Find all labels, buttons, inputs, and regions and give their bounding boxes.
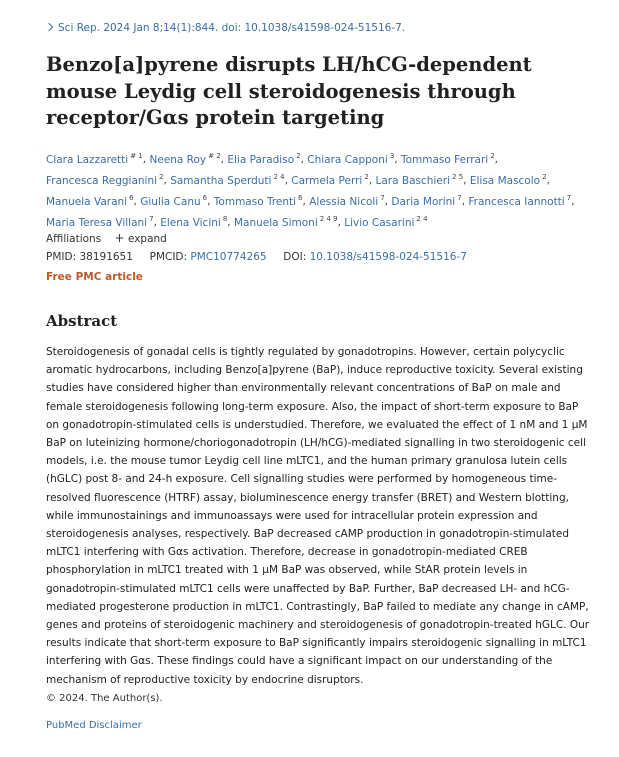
author-name[interactable]: Francesca Reggianini — [46, 174, 158, 187]
pmid-value: 38191651 — [79, 251, 133, 263]
affiliation-marker[interactable]: 2 4 — [273, 173, 285, 181]
affiliation-marker[interactable]: 6 — [202, 194, 208, 202]
author-name[interactable]: Carmela Perri — [291, 174, 363, 187]
citation[interactable] — [46, 22, 405, 34]
copyright: © 2024. The Author(s). — [46, 693, 163, 704]
author-link[interactable] — [307, 154, 394, 166]
citation-text: Sci Rep. 2024 Jan 8;14(1):844. doi: 10.1038/s41598-024-51516-7. — [58, 22, 406, 34]
pmid-label: PMID: — [46, 251, 77, 263]
identifiers — [46, 251, 467, 263]
author-name[interactable]: Giulia Canu — [140, 195, 201, 208]
author-name[interactable]: Neena Roy — [149, 153, 207, 166]
author-link[interactable] — [140, 196, 207, 208]
affiliation-marker[interactable]: 6 — [129, 194, 134, 202]
author-name[interactable]: Tommaso Trenti — [213, 195, 297, 208]
pmcid-label: PMCID: — [149, 251, 188, 263]
affiliation-marker[interactable]: 2 — [296, 152, 301, 160]
author-name[interactable]: Livio Casarini — [344, 216, 415, 229]
author-link[interactable] — [170, 175, 284, 187]
author-list: Clara Lazzaretti $^{\# 1}$, Neena Roy $^{\# 2}$, Elia Paradiso $^2$, Chiara Capponi $^3$, Tommaso Ferrari $^2$, Francesca Reggianini $^2$, Samantha Sperduti $^{2 4}$, Carmela Perri $^2$, Lara Baschieri $^{2 5}$, Elisa Mascolo $^2$, Manuela Varani $^6$, Giulia Canu $^6$, Tommaso Trenti $^6$, Alessia Nicoli $^7$, Daria Morini $^7$, Francesca Iannotti $^7$, Maria Teresa Villani $^7$, Elena Vicini $^8$, Manuela Simoni $^{2 4 9}$, Livio Casarini $^{2 4}$ — [46, 152, 575, 229]
author-link[interactable] — [149, 154, 220, 166]
affiliation-marker[interactable]: 7 — [566, 194, 572, 202]
affiliation-marker[interactable]: 2 — [159, 173, 164, 181]
author-link[interactable] — [46, 154, 143, 166]
author-link[interactable] — [376, 175, 464, 187]
affiliation-marker[interactable]: 2 5 — [452, 173, 464, 181]
author-name[interactable]: Clara Lazzaretti — [46, 153, 129, 166]
author-link[interactable] — [401, 154, 495, 166]
author-link[interactable] — [46, 175, 164, 187]
affiliation-marker[interactable]: 7 — [149, 215, 154, 223]
author-name[interactable]: Manuela Varani — [46, 195, 128, 208]
affiliation-marker[interactable]: # 1 — [130, 152, 143, 160]
expand-button[interactable]: expand — [127, 233, 167, 245]
affiliation-marker[interactable]: 6 — [298, 194, 303, 202]
author-name[interactable]: Samantha Sperduti — [170, 174, 272, 187]
article-title: Benzo[a]pyrene disrupts LH/hCG-dependent mouse Leydig cell steroidogenesis through receptor/Gαs protein targeting — [46, 53, 532, 129]
author-link[interactable] — [214, 196, 303, 208]
pubmed-disclaimer-link[interactable]: PubMed Disclaimer — [46, 720, 142, 731]
affiliation-marker[interactable]: 2 4 — [416, 215, 428, 223]
author-link[interactable] — [234, 217, 338, 229]
affiliation-marker[interactable]: 7 — [457, 194, 462, 202]
author-name[interactable]: Tommaso Ferrari — [400, 153, 489, 166]
affiliations — [46, 231, 167, 245]
author-link[interactable] — [468, 196, 571, 208]
free-pmc-article-link[interactable]: Free PMC article — [46, 271, 143, 283]
affiliation-marker[interactable]: # 2 — [208, 152, 221, 160]
abstract-heading: Abstract — [46, 312, 118, 330]
author-link[interactable] — [344, 217, 427, 229]
author-name[interactable]: Daria Morini — [391, 195, 456, 208]
author-link[interactable] — [160, 217, 227, 229]
author-name[interactable]: Lara Baschieri — [375, 174, 451, 187]
affiliation-marker[interactable]: 8 — [222, 215, 228, 223]
author-link[interactable] — [309, 196, 384, 208]
author-name[interactable]: Manuela Simoni — [233, 216, 318, 229]
author-name[interactable]: Elia Paradiso — [227, 153, 295, 166]
author-link[interactable] — [391, 196, 461, 208]
affiliation-marker[interactable]: 2 — [490, 152, 495, 160]
author-name[interactable]: Chiara Capponi — [307, 153, 388, 166]
author-name[interactable]: Francesca Iannotti — [468, 195, 565, 208]
abstract-text: Steroidogenesis of gonadal cells is tightly regulated by gonadotropins. However, certain polycyclic aromatic hydrocarbons, including Benzo[a]pyrene (BaP), induce reproductive toxicity. Several existing studies have considered higher than environmentally relevant concentrations of BaP on male and female steroidogenesis following long-term exposure. Also, the impact of short-term exposure to BaP on gonadotropin-stimulated cells is understudied. Therefore, we evaluated the effect of 1 nM and 1 µM BaP on luteinizing hormone/choriogonadotropin (LH/hCG)-mediated signalling in two steroidogenic cell models, i.e. the mouse tumor Leydig cell line mLTC1, and the human primary granulosa lutein cells (hGLC) post 8- and 24-h exposure. Cell signalling studies were performed by homogeneous time-resolved fluorescence (HTRF) assay, bioluminescence energy transfer (BRET) and Western blotting, while immunostainings and immunoassays were used for intracellular protein expression and steroidogenesis analyses, respectively. BaP decreased cAMP production in gonadotropin-stimulated mLTC1 interfering with Gαs activation. Therefore, decrease in gonadotropin-mediated CREB phosphorylation in mLTC1 treated with 1 µM BaP was observed, while StAR protein levels in gonadotropin-stimulated mLTC1 cells were unaffected by BaP. Further, BaP decreased LH- and hCG-mediated progesterone production in mLTC1. Contrastingly, BaP failed to mediate any change in cAMP, genes and proteins of steroidogenic machinery and steroidogenesis of gonadotropin-treated hGLC. Our results indicate that short-term exposure to BaP significantly impairs steroidogenic signalling in mLTC1 interfering with Gαs. These findings could have a significant impact on our understanding of the mechanism of reproductive toxicity by endocrine disruptors. — [46, 346, 590, 686]
affiliation-marker[interactable]: 2 4 9 — [319, 215, 338, 223]
chevron-right-icon — [45, 23, 53, 31]
affiliation-marker[interactable]: 2 — [542, 173, 547, 181]
author-link[interactable] — [46, 217, 154, 229]
author-link[interactable] — [470, 175, 547, 187]
affiliations-label: Affiliations — [46, 233, 102, 245]
author-name[interactable]: Elena Vicini — [160, 216, 221, 229]
author-link[interactable] — [46, 196, 134, 208]
doi-label: DOI: — [283, 251, 307, 263]
author-name[interactable]: Maria Teresa Villani — [46, 216, 148, 229]
affiliation-marker[interactable]: 7 — [380, 194, 385, 202]
doi-link[interactable]: 10.1038/s41598-024-51516-7 — [309, 251, 467, 263]
author-name[interactable]: Elisa Mascolo — [469, 174, 541, 187]
author-link[interactable] — [227, 154, 300, 166]
author-link[interactable] — [291, 175, 369, 187]
author-name[interactable]: Alessia Nicoli — [309, 195, 379, 208]
affiliation-marker[interactable]: 3 — [389, 152, 395, 160]
affiliation-marker[interactable]: 2 — [364, 173, 369, 181]
plus-icon[interactable]: + — [114, 231, 125, 245]
pmcid-link[interactable]: PMC10774265 — [190, 251, 267, 263]
